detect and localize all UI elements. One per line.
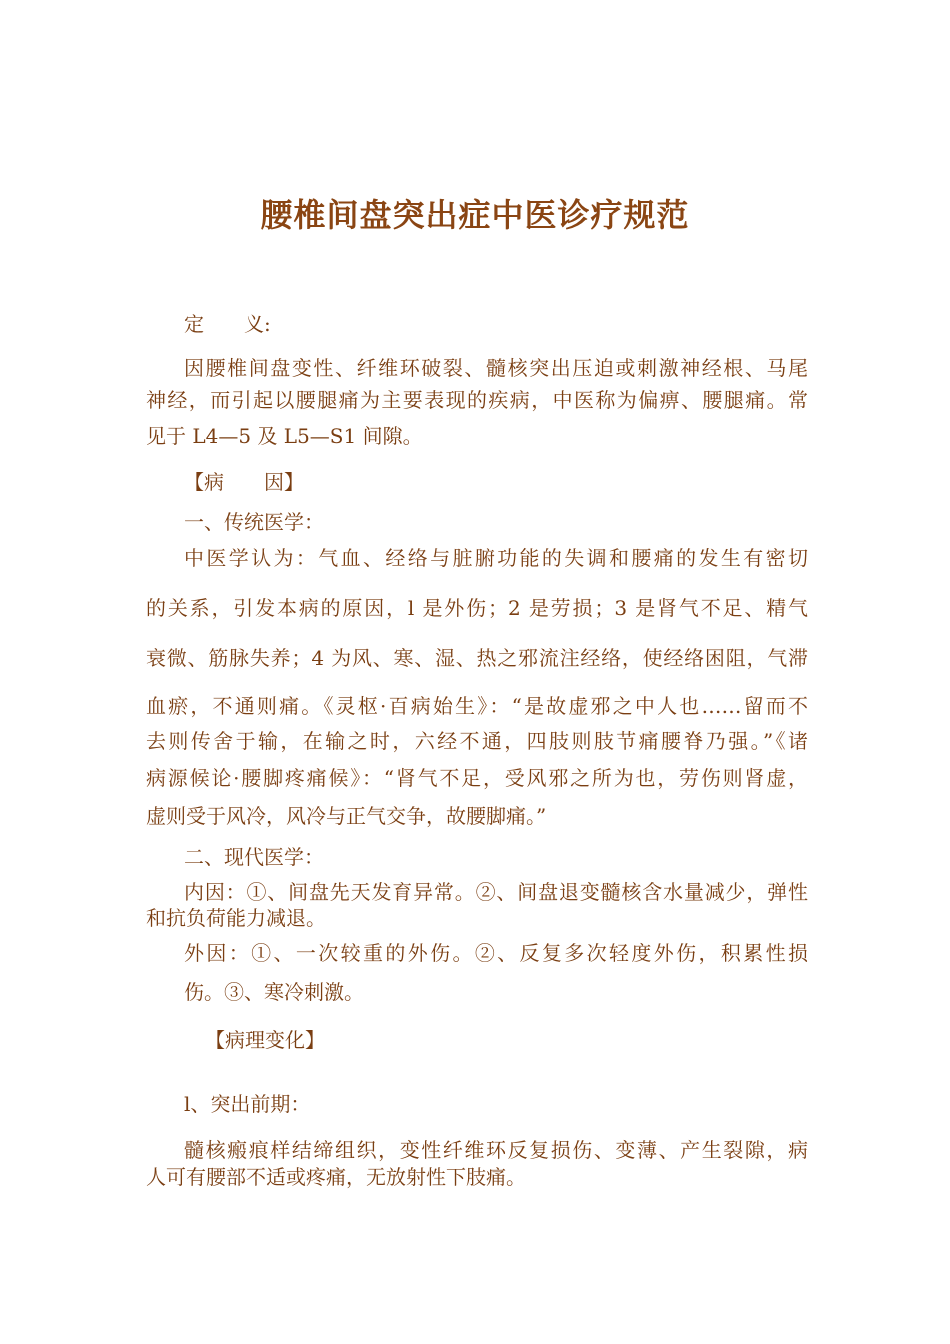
definition-line-3: 见于 L4—5 及 L5—S1 间隙。	[146, 424, 423, 448]
definition-line-2: 神经，而引起以腰腿痛为主要表现的疾病，中医称为偏痹、腰腿痛。常	[146, 388, 808, 412]
traditional-line-1: 中医学认为：气血、经络与脏腑功能的失调和腰痛的发生有密切	[184, 546, 808, 570]
modern-external-line-1: 外因：①、一次较重的外伤。②、反复多次轻度外伤，积累性损	[184, 941, 808, 965]
etiology-heading: 【病 因】	[184, 470, 304, 494]
definition-heading: 定 义:	[184, 312, 271, 336]
stage1-line-1: 髓核瘢痕样结缔组织，变性纤维环反复损伤、变薄、产生裂隙，病	[184, 1138, 808, 1162]
modern-external-line-2: 伤。③、寒冷刺激。	[184, 980, 364, 1004]
definition-line-1: 因腰椎间盘变性、纤维环破裂、髓核突出压迫或刺激神经根、马尾	[184, 356, 808, 380]
modern-internal-line-2: 和抗负荷能力减退。	[146, 906, 326, 930]
stage1-line-2: 人可有腰部不适或疼痛，无放射性下肢痛。	[146, 1165, 526, 1189]
document-title: 腰椎间盘突出症中医诊疗规范	[260, 196, 690, 234]
traditional-line-7: 虚则受于风冷，风冷与正气交争，故腰脚痛。”	[146, 804, 547, 828]
modern-heading: 二、现代医学：	[184, 845, 324, 869]
traditional-line-3: 衰微、筋脉失养；4 为风、寒、湿、热之邪流注经络，使经络困阻，气滞	[146, 646, 808, 670]
traditional-heading: 一、传统医学：	[184, 510, 324, 534]
traditional-line-4: 血瘀，不通则痛。《灵枢·百病始生》：“是故虚邪之中人也……留而不	[146, 694, 808, 718]
traditional-line-5: 去则传舍于输，在输之时，六经不通，四肢则肢节痛腰脊乃强。”《诸	[146, 729, 808, 753]
modern-internal-line-1: 内因：①、间盘先天发育异常。②、间盘退变髓核含水量减少，弹性	[184, 880, 808, 904]
traditional-line-6: 病源候论·腰脚疼痛候》：“肾气不足，受风邪之所为也，劳伤则肾虚，	[146, 766, 808, 790]
traditional-line-2: 的关系，引发本病的原因，l 是外伤；2 是劳损；3 是肾气不足、精气	[146, 596, 808, 620]
pathology-heading: 【病理变化】	[205, 1028, 325, 1052]
stage1-heading: l、突出前期：	[184, 1092, 311, 1116]
